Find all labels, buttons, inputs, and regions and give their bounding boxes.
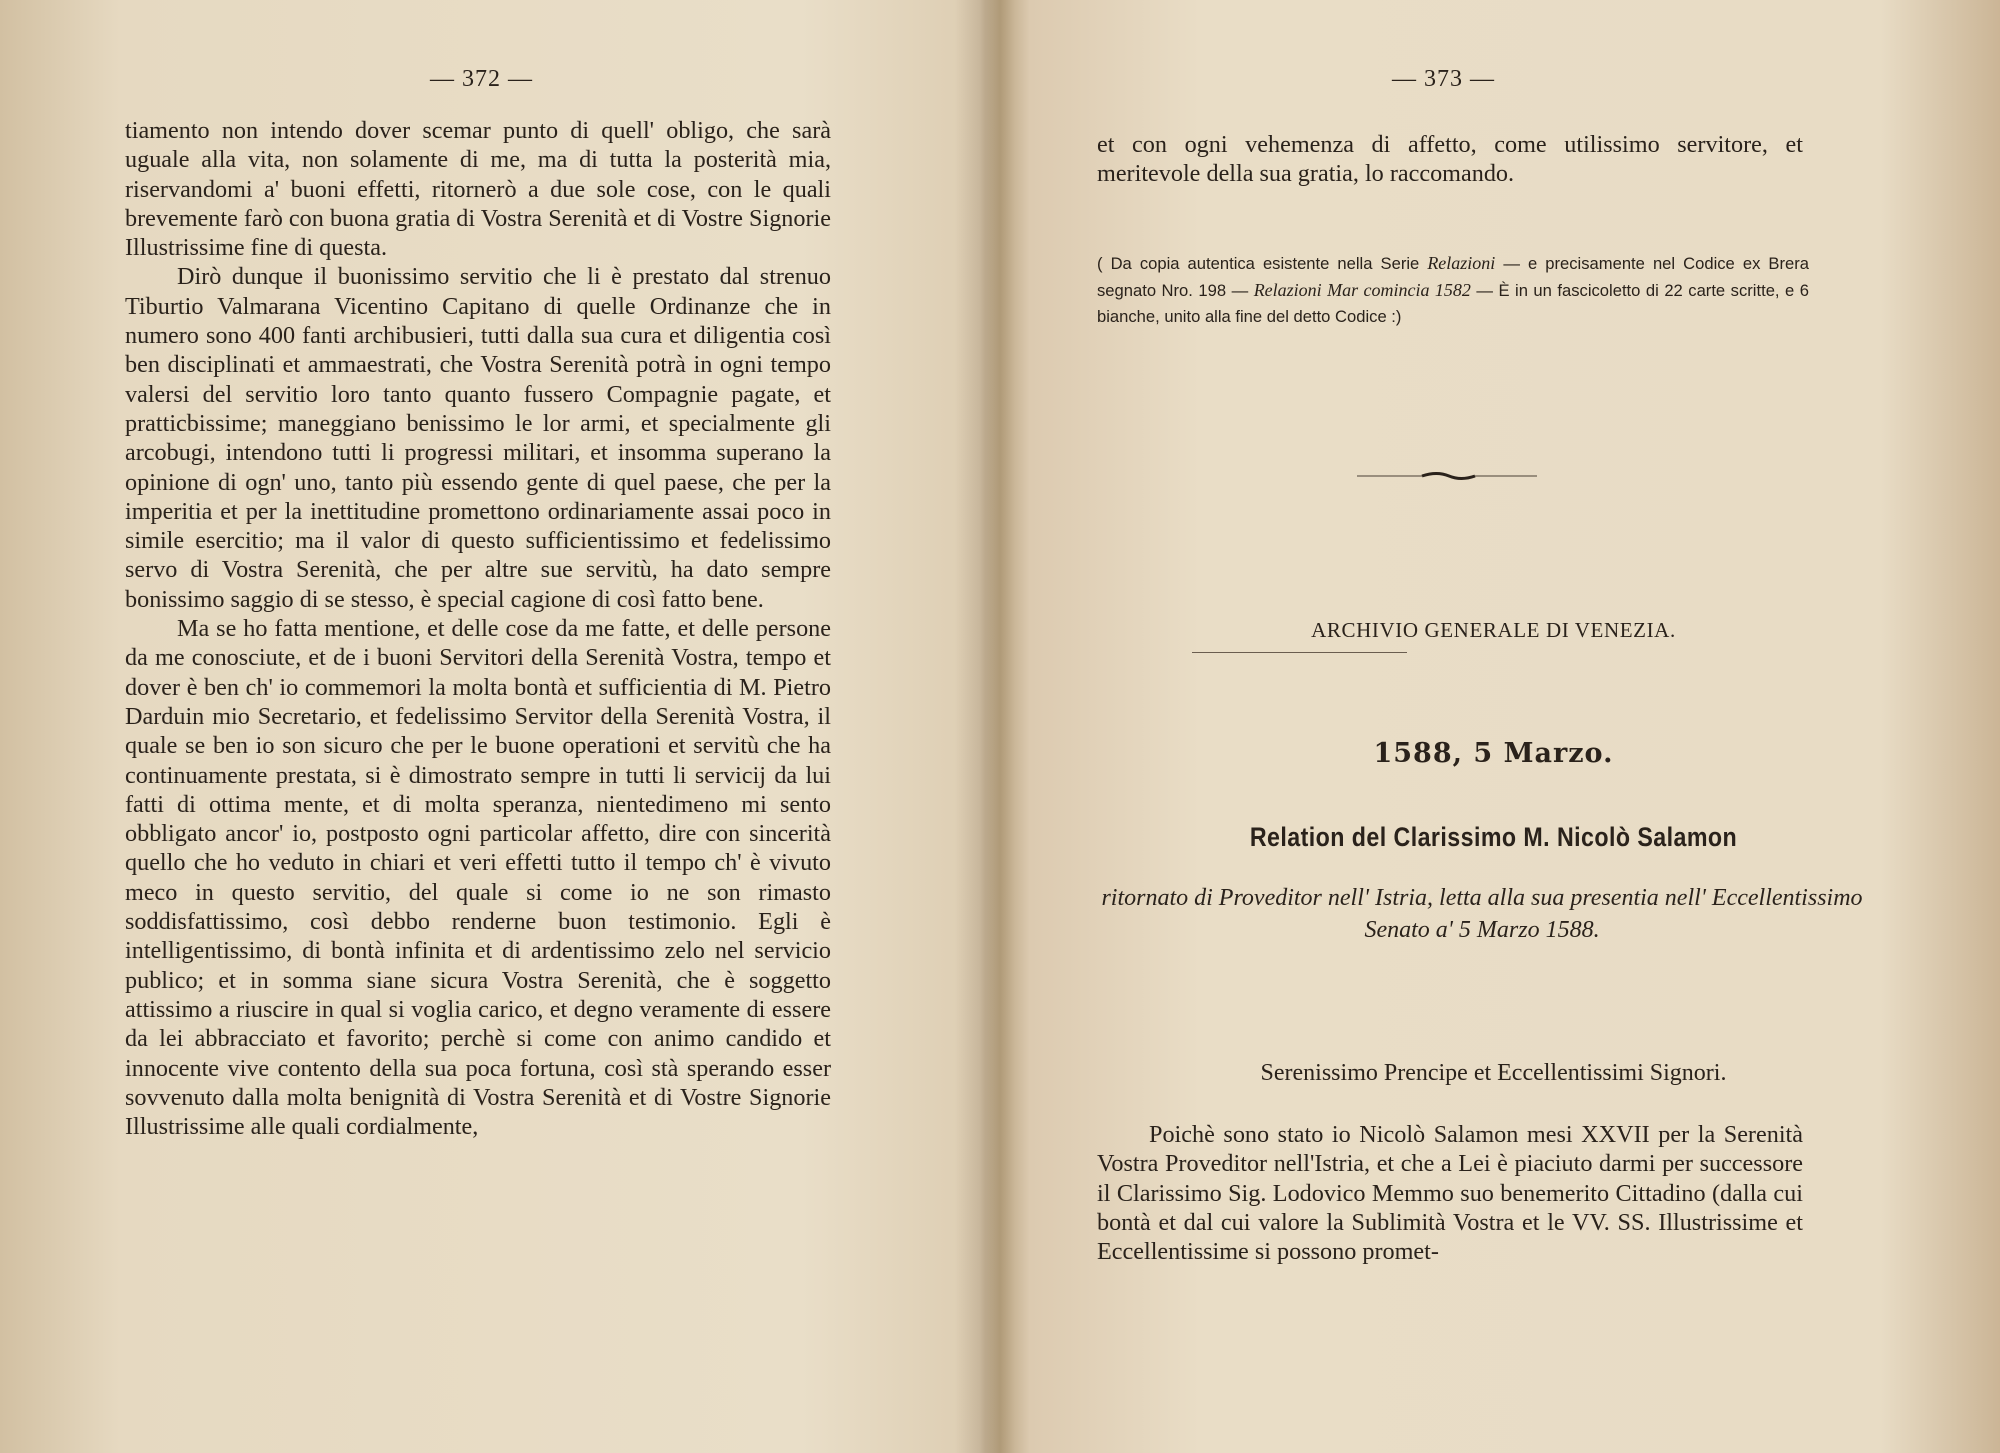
page-number-right: — 373 — — [1392, 66, 1495, 92]
ornament-divider — [1357, 470, 1537, 482]
source-note-part: — e precisamente nel Codice ex Brera segnato Nro. 198 — — [1097, 254, 1809, 300]
left-page-text — [125, 116, 831, 1141]
relation-title: Relation del Clarissimo M. Nicolò Salamon — [1249, 822, 1738, 852]
salutation: Serenissimo Prencipe et Eccellentissimi Signori. — [1260, 1060, 1727, 1086]
continuation-text: et con ogni vehemenza di affetto, come utilissimo servitore, et meritevole della sua gratia, lo raccomando. — [1097, 131, 1803, 188]
right-paragraph-1: Poichè sono stato io Nicolò Salamon mesi XXVII per la Serenità Vostra Proveditor nell'Istria, et che a Lei è piaciuto darmi per successore il Clarissimo Sig. Lodovico Memmo suo benemerito Cittadino (dalla cui bontà et dal cui valore la Sublimità Vostra et le VV. SS. Illustrissime et Eccellentissime si possono promet- — [1097, 1121, 1803, 1266]
source-note-italic: Relazioni — [1427, 253, 1496, 273]
left-paragraph-3: Ma se ho fatta mentione, et delle cose da me fatte, et delle persone da me conosciute, et de i buoni Servitori della Serenità Vostra, tempo et dover è ben ch' io commemori la molta bontà et sufficientia di M. Pietro Darduin mio Secretario, et fedelissimo Servitor della Serenità Vostra, il quale se ben io son sicuro che per le buone operationi et servitù che ha continuamente prestata, si è dimostrato sempre in tutti li servicij da lui fatti di ottima mente, et di molta speranza, nientedimeno mi sento obbligato ancor' io, postposto ogni particolar affetto, dire con sincerità quello che ho veduto in chiari et veri effetti tutto il tempo ch' è vivuto meco in questo servitio, del quale si come io ne son rimasto soddisfattissimo, così debbo renderne buon testimonio. Egli è intelligentissimo, di bontà infinita et di ardentissimo zelo nel servicio publico; et in somma siane sicura Vostra Serenità, che è soggetto attissimo a riuscire in qual si voglia carico, et degno veramente di essere da lei abbracciato et favorito; perchè si come con animo candido et innocente vive contento della sua poca fortuna, così stà sperando esser sovvenuto dalla molta benignità di Vostra Serenità et di Vostre Signorie Illustrissime alle quali cordialmente, — [125, 615, 831, 1141]
left-page — [0, 0, 987, 1453]
relation-subtitle: ritornato di Proveditor nell' Istria, letta alla sua presentia nell' Eccellentissimo Senato a' 5 Marzo 1588. — [1101, 885, 1863, 943]
date-heading: 1588, 5 Marzo. — [1373, 738, 1614, 769]
source-note-part: — È in un fascicoletto di 22 carte scritte, e 6 bianche, unito alla fine del detto Codice :) — [1097, 281, 1809, 326]
heading-rule — [1192, 652, 1407, 653]
right-page-body — [1097, 1120, 1803, 1266]
right-page — [987, 0, 2000, 1453]
source-note-italic: Relazioni Mar cominciа 1582 — [1253, 280, 1471, 300]
left-paragraph-1: tiamento non intendo dover scemar punto di quell' obligo, che sarà uguale alla vita, non solamente di me, ma di tutta la posterità mia, riservandomi a' buoni effetti, ritornerò a due sole cose, con le quali brevemente farò con buona gratia di Vostra Serenità et di Vostre Signorie Illustrissime fine di questa. — [125, 117, 831, 262]
left-paragraph-2: Dirò dunque il buonissimo servitio che li è prestato dal strenuo Tiburtio Valmarana Vicentino Capitano di quelle Ordinanze che in numero sono 400 fanti archibusieri, tutti dalla sua cura et diligentia così ben disciplinati et ammaestrati, che Vostra Serenità potrà in ogni tempo valersi del servitio loro tanto quanto fussero Compagnie pagate, et pratticbissime; maneggiano benissimo le lor armi, et specialmente gli arcobugi, intendono tutti li progressi militari, et insomma superano la opinione di ogn' uno, tanto più essendo gente di quel paese, che per la imperitia et per la inettitudine promettono ordinariamente assai poco in simile esercitio; ma il valor di questo sufficientissimo et fedelissimo servo di Vostra Serenità, che per altre sue servitù, ha dato sempre bonissimo saggio di se stesso, è special cagione di così fatto bene. — [125, 263, 831, 613]
source-note — [1097, 250, 1809, 330]
page-number-left: — 372 — — [430, 66, 533, 92]
archive-heading: ARCHIVIO GENERALE DI VENEZIA. — [1311, 618, 1676, 642]
source-note-part: ( Da copia autentica esistente nella Serie — [1097, 254, 1428, 273]
